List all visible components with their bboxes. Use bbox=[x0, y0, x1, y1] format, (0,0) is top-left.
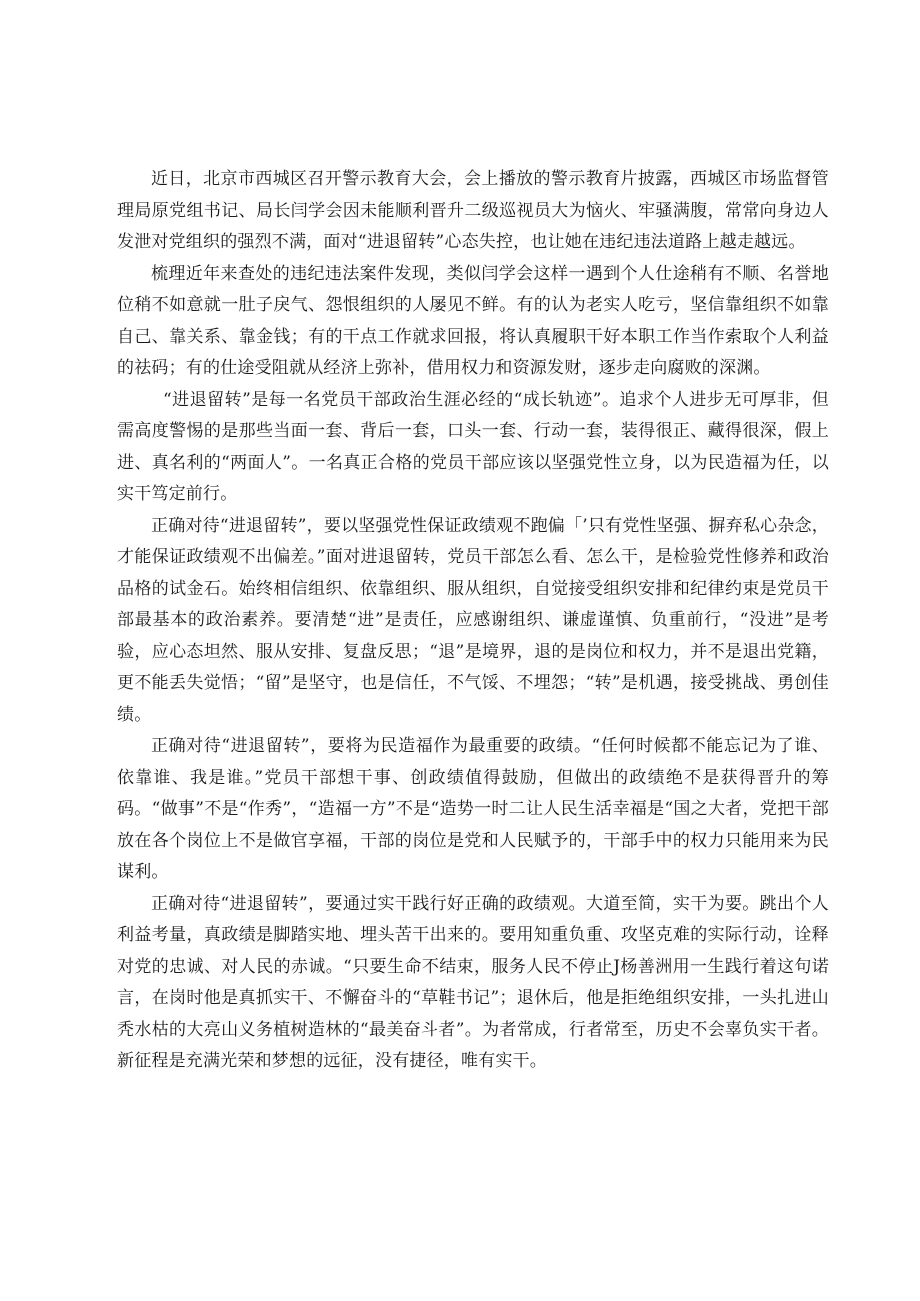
paragraph-intro: 近日，北京市西城区召开警示教育大会，会上播放的警示教育片披露，西城区市场监督管理局原党组书记、局长闫学会因未能顺利晋升二级巡视员大为恼火、牢骚满腹，常常向身边人发泄对党组织的强烈不满，面对“进退留转”心态失控，也让她在违纪违法道路上越走越远。 bbox=[117, 169, 829, 252]
article-body bbox=[117, 164, 829, 1078]
paragraph-hard-work: 正确对待“进退留转”，要通过实干践行好正确的政绩观。大道至简，实干为要。跳出个人利益考量，真政绩是脚踏实地、埋头苦干出来的。要用知重负重、攻坚克难的实际行动，诠释对党的忠诚、对人民的赤诚。“只要生命不结束，服务人民不停止J杨善洲用一生践行着这句诺言，在岗时他是真抓实干、不懈奋斗的“草鞋书记”；退休后，他是拒绝组织安排，一头扎进山秃水枯的大亮山义务植树造林的“最美奋斗者”。为者常成，行者常至，历史不会辜负实干者。新征程是充满光荣和梦想的远征，没有捷径，唯有实干。 bbox=[117, 893, 829, 1071]
paragraph-serve-people: 正确对待“进退留转”，要将为民造福作为最重要的政绩。“任何时候都不能忘记为了谁、依靠谁、我是谁。”党员干部想干事、创政绩值得鼓励，但做出的政绩绝不是获得晋升的筹码。“做事”不是“作秀”，“造福一方”不是“造势一时二让人民生活幸福是“国之大者，党把干部放在各个岗位上不是做官享福，干部的岗位是党和人民赋予的，干部手中的权力只能用来为民谋利。 bbox=[117, 736, 829, 882]
paragraph-growth-track: “进退留转”是每一名党员干部政治生涯必经的“成长轨迹”。追求个人进步无可厚非，但需高度警惕的是那些当面一套、背后一套，口头一套、行动一套，装得很正、藏得很深，假上进、真名利的“两面人”。一名真正合格的党员干部应该以坚强党性立身，以为民造福为任，以实干笃定前行。 bbox=[117, 389, 829, 504]
paragraph-case-analysis: 梳理近年来查处的违纪违法案件发现，类似闫学会这样一遇到个人仕途稍有不顺、名誉地位稍不如意就一肚子戾气、怨恨组织的人屡见不鲜。有的认为老实人吃亏，坚信靠组织不如靠自己、靠关系、靠金钱；有的干点工作就求回报，将认真履职干好本职工作当作索取个人利益的祛码；有的仕途受阻就从经济上弥补，借用权力和资源发财，逐步走向腐败的深渊。 bbox=[117, 263, 829, 378]
paragraph-party-spirit: 正确对待“进退留转”，要以坚强党性保证政绩观不跑偏「’只有党性坚强、摒弃私心杂念，才能保证政绩观不出偏差。”面对进退留转，党员干部怎么看、怎么干，是检验党性修养和政治品格的试金石。始终相信组织、依靠组织、服从组织，自觉接受组织安排和纪律约束是党员干部最基本的政治素养。要清楚“进”是责任，应感谢组织、谦虚谨慎、负重前行，“没进”是考验，应心态坦然、服从安排、复盘反思；“退”是境界，退的是岗位和权力，并不是退出党籍，更不能丢失觉悟；“留”是坚守，也是信任，不气馁、不埋怨；“转”是机遇，接受挑战、勇创佳绩。 bbox=[117, 515, 829, 725]
